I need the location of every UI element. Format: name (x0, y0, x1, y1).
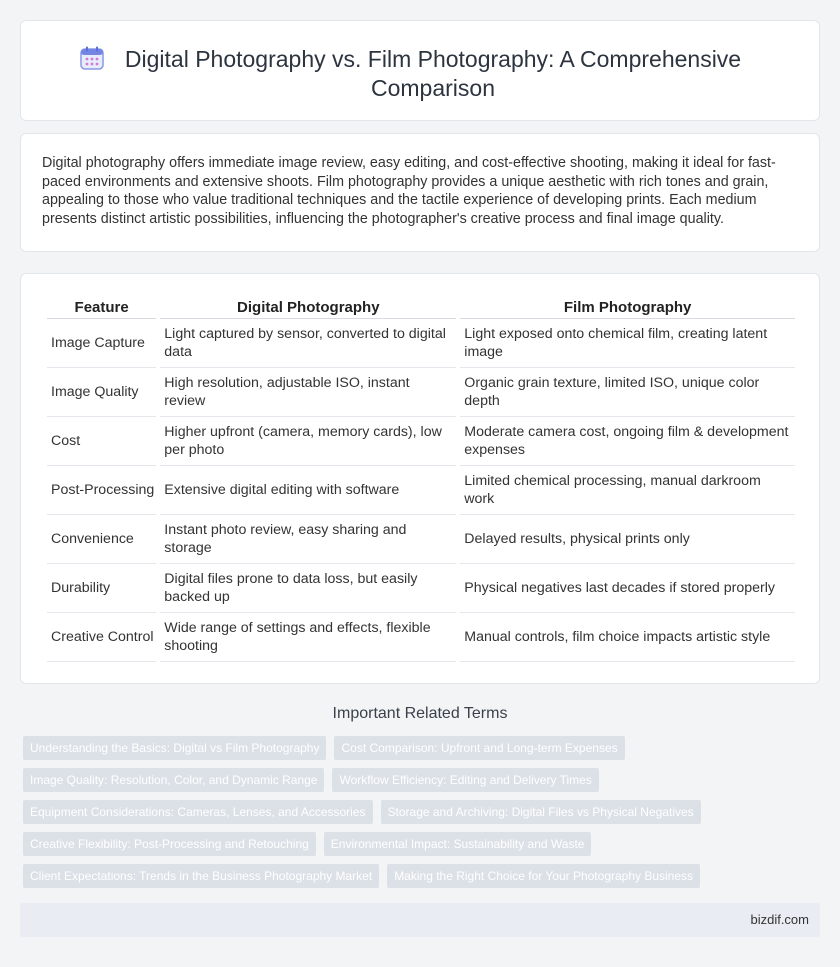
header-digital: Digital Photography (160, 295, 456, 319)
related-term-link[interactable]: Environmental Impact: Sustainability and Waste (324, 832, 592, 856)
digital-cell: Higher upfront (camera, memory cards), low per photo (160, 417, 456, 466)
table-row (47, 368, 795, 417)
related-terms-list (23, 736, 813, 888)
comparison-table (43, 295, 799, 662)
related-term-link[interactable]: Equipment Considerations: Cameras, Lenses, and Accessories (23, 800, 373, 824)
table-row (47, 466, 795, 515)
footer (20, 903, 820, 937)
related-term-link[interactable]: Workflow Efficiency: Editing and Delivery Times (332, 768, 598, 792)
feature-cell: Convenience (47, 515, 156, 564)
related-terms-heading: Important Related Terms (332, 705, 508, 722)
page-title (81, 45, 761, 103)
digital-cell: Instant photo review, easy sharing and storage (160, 515, 456, 564)
intro-card (20, 133, 820, 252)
film-cell: Physical negatives last decades if stored properly (460, 564, 795, 613)
film-cell: Light exposed onto chemical film, creating latent image (460, 319, 795, 368)
film-cell: Organic grain texture, limited ISO, unique color depth (460, 368, 795, 417)
header-film: Film Photography (460, 295, 795, 319)
calendar-icon (79, 45, 105, 71)
table-row (47, 564, 795, 613)
feature-cell: Image Capture (47, 319, 156, 368)
related-term-link[interactable]: Image Quality: Resolution, Color, and Dynamic Range (23, 768, 324, 792)
page-title-text: Digital Photography vs. Film Photography: A Comprehensive Comparison (124, 46, 742, 101)
feature-cell: Post-Processing (47, 466, 156, 515)
film-cell: Moderate camera cost, ongoing film & development expenses (460, 417, 795, 466)
digital-cell: Extensive digital editing with software (160, 466, 456, 515)
feature-cell: Image Quality (47, 368, 156, 417)
feature-cell: Durability (47, 564, 156, 613)
header-feature: Feature (47, 295, 156, 319)
digital-cell: Wide range of settings and effects, flexible shooting (160, 613, 456, 662)
film-cell: Delayed results, physical prints only (460, 515, 795, 564)
related-term-link[interactable]: Storage and Archiving: Digital Files vs Physical Negatives (381, 800, 701, 824)
digital-cell: Digital files prone to data loss, but easily backed up (160, 564, 456, 613)
digital-cell: Light captured by sensor, converted to digital data (160, 319, 456, 368)
related-term-link[interactable]: Understanding the Basics: Digital vs Film Photography (23, 736, 326, 760)
related-term-link[interactable]: Making the Right Choice for Your Photography Business (387, 864, 700, 888)
table-header-row (47, 295, 795, 319)
related-term-link[interactable]: Creative Flexibility: Post-Processing and Retouching (23, 832, 316, 856)
related-term-link[interactable]: Client Expectations: Trends in the Business Photography Market (23, 864, 379, 888)
table-row (47, 613, 795, 662)
film-cell: Manual controls, film choice impacts artistic style (460, 613, 795, 662)
footer-site-name[interactable]: bizdif.com (750, 912, 809, 927)
feature-cell: Creative Control (47, 613, 156, 662)
intro-paragraph: Digital photography offers immediate image review, easy editing, and cost-effective shooting, making it ideal for fast-paced environments and extensive shoots. Film photography provides a unique aesthetic with rich tones and grain, appealing to those who value traditional techniques and the tactile experience of developing prints. Each medium presents distinct artistic possibilities, influencing the photographer's creative process and final image quality. (42, 155, 776, 227)
feature-cell: Cost (47, 417, 156, 466)
related-term-link[interactable]: Cost Comparison: Upfront and Long-term Expenses (334, 736, 624, 760)
table-row (47, 515, 795, 564)
table-row (47, 417, 795, 466)
digital-cell: High resolution, adjustable ISO, instant review (160, 368, 456, 417)
table-row (47, 319, 795, 368)
comparison-card (20, 273, 820, 684)
title-card (20, 20, 820, 121)
film-cell: Limited chemical processing, manual darkroom work (460, 466, 795, 515)
